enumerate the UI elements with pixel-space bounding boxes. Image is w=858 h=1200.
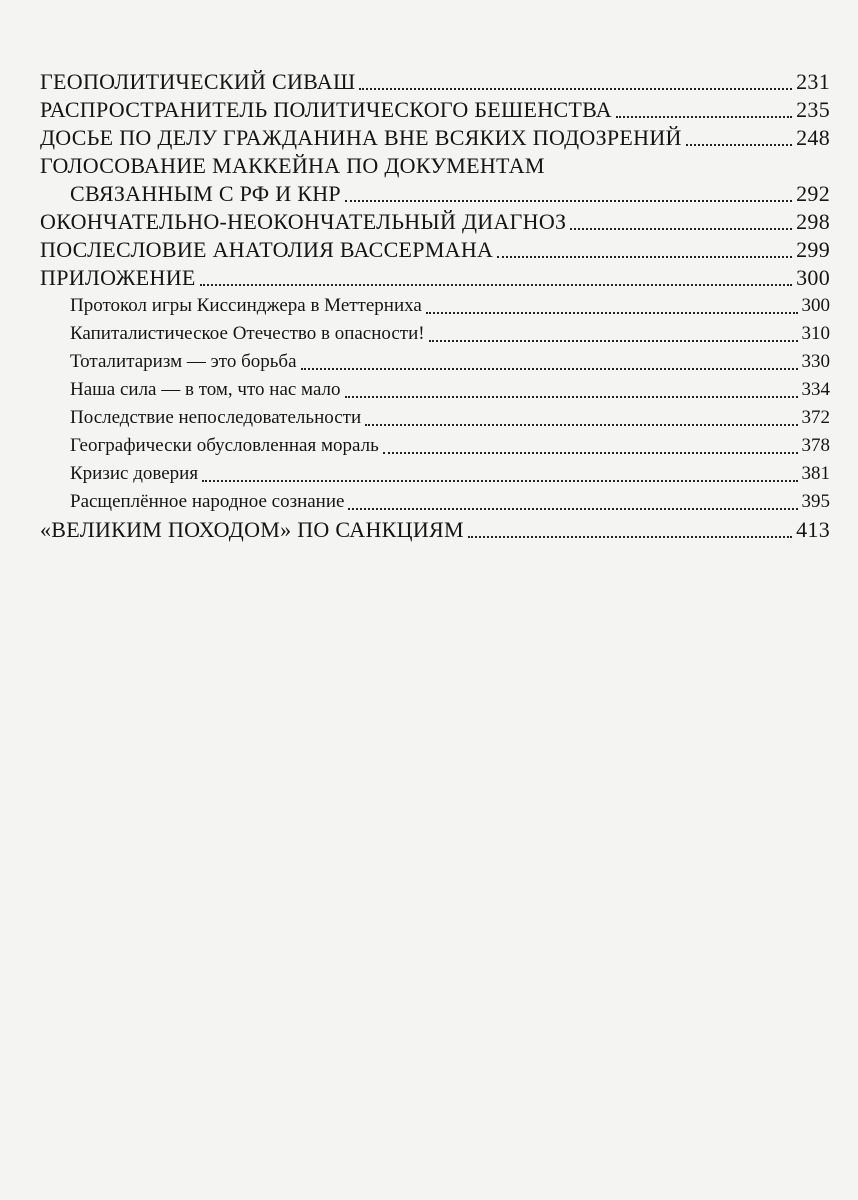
- dot-leader: [348, 508, 797, 510]
- toc-subentry-title: Расщеплённое народное сознание: [70, 491, 345, 512]
- toc-entry-title: «ВЕЛИКИМ ПОХОДОМ» ПО САНКЦИЯМ: [40, 517, 464, 542]
- toc-entry-title: ПОСЛЕСЛОВИЕ АНАТОЛИЯ ВАССЕРМАНА: [40, 237, 494, 262]
- toc-subentry-page: 395: [801, 491, 830, 512]
- toc-subentry: [40, 432, 830, 460]
- toc-entry-title: ДОСЬЕ ПО ДЕЛУ ГРАЖДАНИНА ВНЕ ВСЯКИХ ПОДОЗРЕНИЙ: [40, 125, 682, 150]
- toc-subentry-title: Кризис доверия: [70, 463, 199, 484]
- toc-subentry-title: Географически обусловленная мораль: [70, 435, 379, 456]
- dot-leader: [426, 312, 798, 314]
- toc-subentry-title: Наша сила — в том, что нас мало: [70, 379, 341, 400]
- toc-subentry-page: 300: [801, 295, 830, 316]
- toc-entry-title: ГЕОПОЛИТИЧЕСКИЙ СИВАШ: [40, 69, 356, 94]
- toc-entry: [40, 208, 830, 236]
- toc-subentry-title: Капиталистическое Отечество в опасности!: [70, 323, 425, 344]
- dot-leader: [200, 284, 792, 286]
- toc-entry-title: ПРИЛОЖЕНИЕ: [40, 265, 196, 290]
- dot-leader: [383, 452, 798, 454]
- toc-entry-page: 300: [796, 265, 830, 290]
- toc-subentry-title: Тоталитаризм — это борьба: [70, 351, 297, 372]
- toc-subentry: [40, 460, 830, 488]
- dot-leader: [468, 536, 792, 538]
- toc-subentry: [40, 348, 830, 376]
- toc-entry-title: ОКОНЧАТЕЛЬНО-НЕОКОНЧАТЕЛЬНЫЙ ДИАГНОЗ: [40, 209, 567, 234]
- dot-leader: [359, 88, 792, 90]
- toc-subentry: [40, 488, 830, 516]
- toc-subentry-page: 378: [801, 435, 830, 456]
- toc-entry: [40, 96, 830, 124]
- toc-subentry-page: 381: [801, 463, 830, 484]
- toc-subentry-title: Протокол игры Киссинджера в Меттерниха: [70, 295, 422, 316]
- dot-leader: [345, 396, 798, 398]
- dot-leader: [497, 256, 792, 258]
- dot-leader: [686, 144, 792, 146]
- dot-leader: [616, 116, 792, 118]
- toc-entry: [40, 124, 830, 152]
- dot-leader: [429, 340, 798, 342]
- toc-entry-title-line2: СВЯЗАННЫМ С РФ И КНР: [70, 181, 341, 206]
- toc-entry: [40, 264, 830, 292]
- toc-subentry-page: 334: [801, 379, 830, 400]
- toc-entry: [40, 516, 830, 544]
- toc-entry-page: 413: [796, 517, 830, 542]
- toc-entry-page: 299: [796, 237, 830, 262]
- toc-entry: [40, 68, 830, 96]
- toc-entry-page: 231: [796, 69, 830, 94]
- toc-subentry-page: 330: [801, 351, 830, 372]
- toc-subentry: [40, 292, 830, 320]
- toc-subentry-page: 372: [801, 407, 830, 428]
- toc-subentry: [40, 404, 830, 432]
- toc-entry-two-line: [40, 152, 830, 208]
- toc-entry: [40, 236, 830, 264]
- dot-leader: [345, 200, 792, 202]
- dot-leader: [202, 480, 797, 482]
- toc-subentry: [40, 320, 830, 348]
- toc-subentry: [40, 376, 830, 404]
- toc-entry-title: РАСПРОСТРАНИТЕЛЬ ПОЛИТИЧЕСКОГО БЕШЕНСТВА: [40, 97, 612, 122]
- dot-leader: [570, 228, 792, 230]
- dot-leader: [365, 424, 797, 426]
- toc-subentry-page: 310: [801, 323, 830, 344]
- toc-entry-page: 248: [796, 125, 830, 150]
- toc-entry-page: 298: [796, 209, 830, 234]
- toc-entry-title-line1: ГОЛОСОВАНИЕ МАККЕЙНА ПО ДОКУМЕНТАМ: [40, 153, 545, 178]
- table-of-contents: [40, 68, 830, 544]
- toc-entry-page: 292: [796, 181, 830, 206]
- toc-subentry-title: Последствие непоследовательности: [70, 407, 362, 428]
- dot-leader: [301, 368, 798, 370]
- toc-entry-page: 235: [796, 97, 830, 122]
